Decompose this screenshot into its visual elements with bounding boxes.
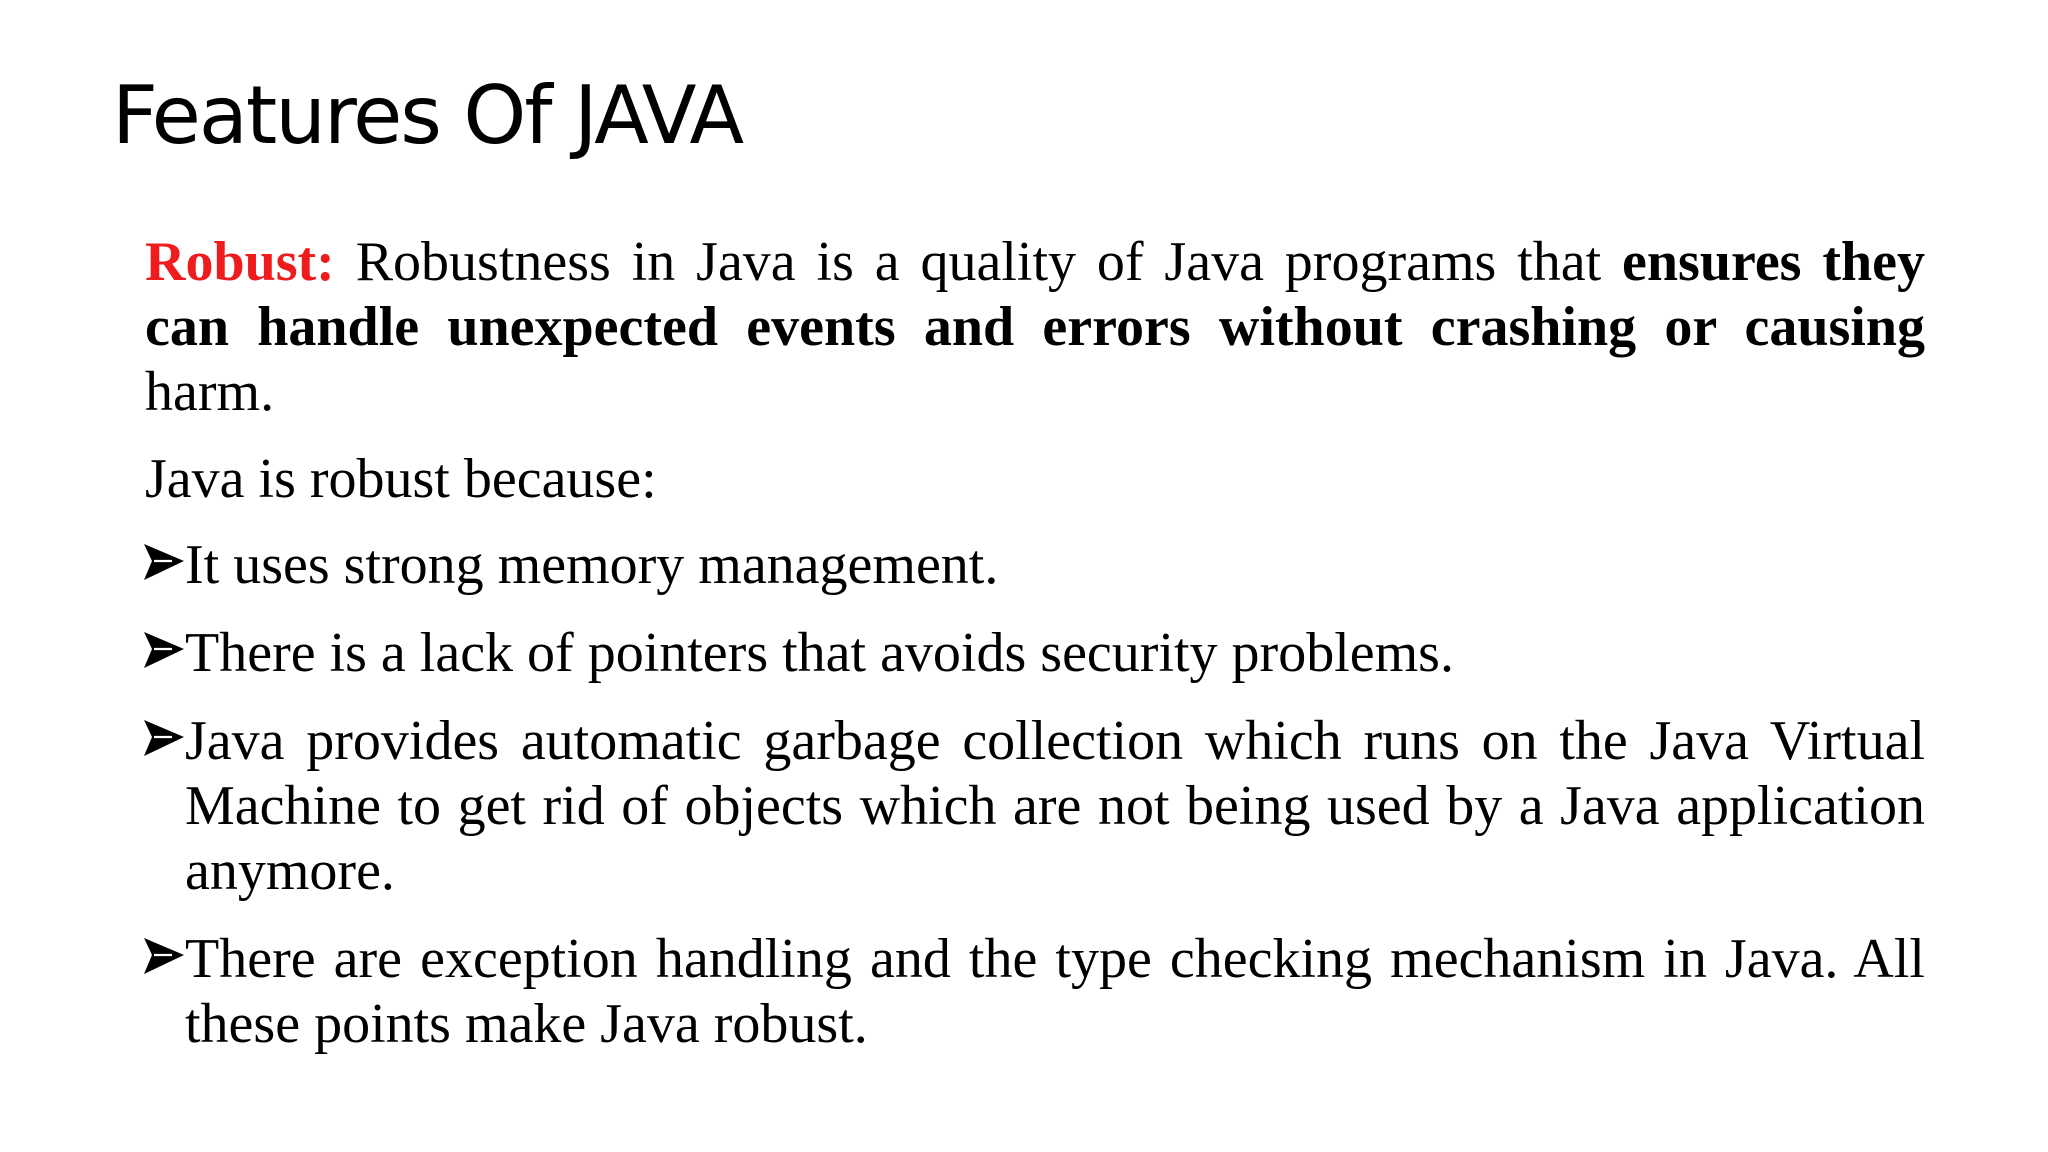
- bullet-list: [145, 533, 1925, 1057]
- slide-title: Features Of JAVA: [112, 69, 743, 162]
- bullet-item: [145, 709, 1925, 904]
- bullet-item: [145, 927, 1925, 1057]
- arrow-bullet-icon: [143, 543, 185, 581]
- bullet-text: There are exception handling and the type checking mechanism in Java. All these points make Java robust.: [185, 928, 1925, 1055]
- robust-label: Robust:: [145, 231, 335, 293]
- bullet-item: [145, 621, 1925, 686]
- bullet-text: It uses strong memory management.: [185, 534, 999, 596]
- arrow-bullet-icon: [143, 937, 185, 975]
- slide-content: [145, 230, 1925, 1057]
- bullet-text: There is a lack of pointers that avoids security problems.: [185, 622, 1454, 684]
- bullet-item: [145, 533, 1925, 598]
- arrow-bullet-icon: [143, 719, 185, 757]
- robust-description-emphasis: ensures they can handle unexpected events and errors without crashing or causing: [145, 231, 1926, 358]
- robust-description-tail: harm.: [145, 361, 275, 423]
- robust-definition: [145, 230, 1925, 425]
- arrow-bullet-icon: [143, 631, 185, 669]
- robust-description: Robustness in Java is a quality of Java programs that: [334, 231, 1623, 293]
- bullet-text: Java provides automatic garbage collection which runs on the Java Virtual Machine to get rid of objects which are not being used by a Java application anymore.: [185, 710, 1925, 902]
- intro-text: Java is robust because:: [145, 448, 657, 510]
